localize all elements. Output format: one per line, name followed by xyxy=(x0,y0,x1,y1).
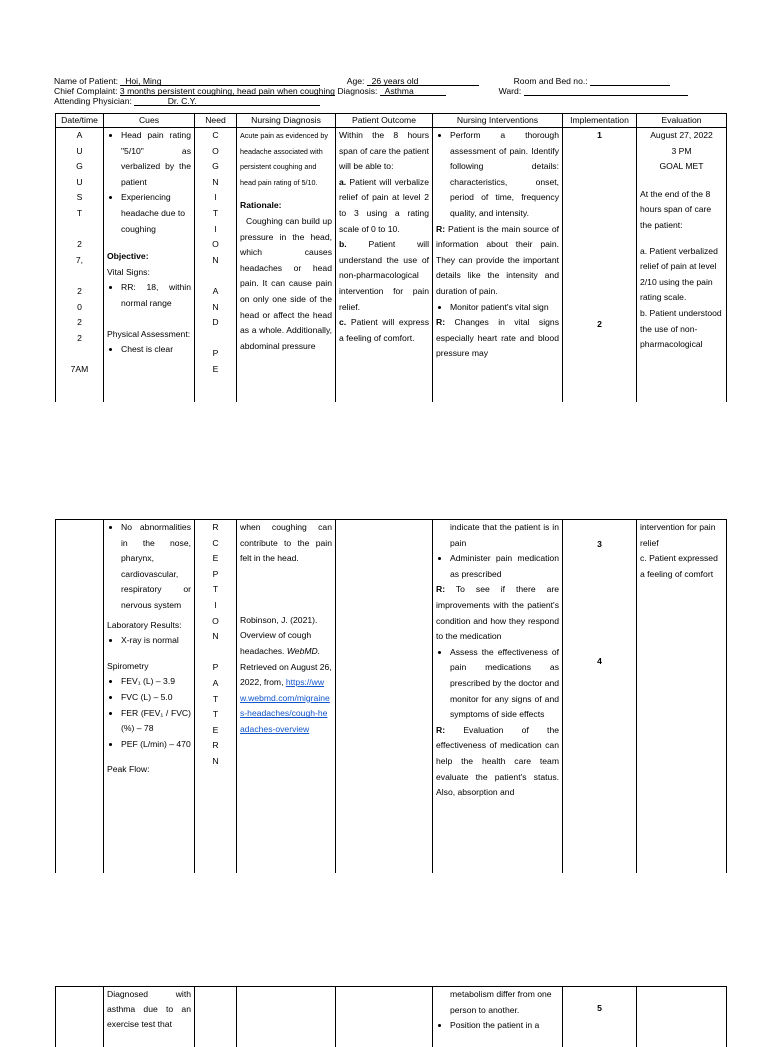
evaluation-cell xyxy=(637,520,727,873)
date-letter: 7AM xyxy=(70,363,89,374)
cue-item: • FVC (L) – 5.0 xyxy=(121,690,191,706)
need-letter: T xyxy=(212,207,219,218)
patient-outcome-cell xyxy=(336,128,433,402)
reference-retrieved: Retrieved on August 26, 2022, from, xyxy=(240,661,332,688)
physician-value: Dr. C.Y. xyxy=(167,96,197,106)
care-plan-table-page3 xyxy=(55,986,727,1047)
eval-continued: intervention for pain relief xyxy=(640,522,716,548)
room-label: Room and Bed no.: xyxy=(513,76,588,86)
physician-line xyxy=(54,96,320,106)
nursing-interventions-cell xyxy=(433,128,563,402)
cue-item: • RR: 18, within normal range xyxy=(121,280,191,311)
rationale-r-label: R: xyxy=(436,223,446,234)
nursing-diagnosis-cell xyxy=(237,987,336,1047)
implementation-cell xyxy=(563,520,637,873)
col-need: Need xyxy=(195,114,237,128)
date-letter: U xyxy=(76,145,83,156)
need-cell xyxy=(195,128,237,402)
cues-cell xyxy=(104,128,195,402)
need-letter: O xyxy=(212,239,219,250)
intervention-item: • Position the patient in a xyxy=(450,1018,559,1034)
date-letter xyxy=(56,268,103,284)
date-letter xyxy=(56,346,103,362)
patient-outcome-cell xyxy=(336,987,433,1047)
age-field xyxy=(367,76,479,86)
need-letter: A xyxy=(212,285,219,296)
nursing-interventions-cell xyxy=(433,987,563,1047)
intervention-item: • Administer pain medication as prescribed xyxy=(450,551,559,582)
outcome-b-label: b. xyxy=(339,239,347,250)
need-letter: N xyxy=(212,301,219,312)
spirometry-label: Spirometry xyxy=(107,660,149,671)
name-field xyxy=(120,76,320,86)
date-letter: 0 xyxy=(77,301,82,312)
date-letter: 7, xyxy=(75,254,84,265)
date-letter: 2 xyxy=(77,332,82,343)
rationale-r-label: R: xyxy=(436,584,446,595)
eval-date: August 27, 2022 xyxy=(650,130,713,140)
cue-item: • FER (FEV₁ / FVC) (%) – 78 xyxy=(121,706,191,737)
cue-item: • Head pain rating "5/10" as verbalized by the patient xyxy=(121,128,191,190)
name-value: Hoi, Ming xyxy=(125,76,162,86)
peak-flow-label: Peak Flow: xyxy=(107,764,150,775)
care-plan-table-page1 xyxy=(55,113,727,402)
physician-field xyxy=(134,96,320,106)
cue-item: • FEV₁ (L) – 3.9 xyxy=(121,674,191,690)
rationale-text: Patient is the main source of information about their pain. They can provide the important details like the intensity and duration of pain. xyxy=(436,223,559,296)
cue-item: • X-ray is normal xyxy=(121,633,191,649)
outcome-a: Patient will verbalize relief of pain at level 2 to 3 using a rating scale of 0 to 10. xyxy=(339,176,429,234)
need-letter: E xyxy=(212,553,219,564)
rationale-text: To see if there are improvements with the patient's condition and how they respond to the medication xyxy=(436,584,559,642)
reference-link[interactable]: https://www.webmd.com/migraines-headaches/cough-headaches-overview xyxy=(240,677,330,734)
cue-item: • Experiencing headache due to coughing xyxy=(121,190,191,237)
rationale-text: Coughing can build up pressure in the head, which causes headaches or head pain. It can cause pain on only one side of the head or affect the head as a whole. Additionally, abdominal pressure xyxy=(240,215,332,351)
need-letter: T xyxy=(212,584,219,595)
date-cell xyxy=(56,520,104,873)
date-cell xyxy=(56,987,104,1047)
need-letter: O xyxy=(212,145,219,156)
date-letter: 2 xyxy=(77,239,82,250)
need-letter: P xyxy=(212,348,219,359)
cues-cell xyxy=(104,520,195,873)
need-letter: C xyxy=(212,537,219,548)
intervention-item: • Perform a thorough assessment of pain. Identify following details: characteristics, onset, period of time, frequency quality, and intensity. xyxy=(450,128,559,222)
complaint-line xyxy=(54,86,688,96)
evaluation-cell xyxy=(637,987,727,1047)
date-letter: 2 xyxy=(77,317,82,328)
col-implementation: Implementation xyxy=(563,114,637,128)
col-evaluation: Evaluation xyxy=(637,114,727,128)
nursing-diagnosis-cell xyxy=(237,520,336,873)
date-letter: A xyxy=(76,130,83,140)
eval-time: 3 PM xyxy=(671,145,692,156)
care-plan-table-page2 xyxy=(55,519,727,873)
need-cell xyxy=(195,987,237,1047)
need-letter: I xyxy=(214,599,217,610)
need-letter: R xyxy=(212,740,219,751)
rationale-r-label: R: xyxy=(436,724,446,735)
lab-label: Laboratory Results: xyxy=(107,619,182,630)
col-nursing-interventions: Nursing Interventions xyxy=(433,114,563,128)
need-letter: T xyxy=(212,693,219,704)
eval-c: c. Patient expressed a feeling of comfort xyxy=(640,553,718,579)
implementation-number: 1 xyxy=(597,130,602,140)
need-letter: G xyxy=(212,161,219,172)
need-letter: O xyxy=(212,615,219,626)
rationale-text: Changes in vital signs especially heart rate and blood pressure may xyxy=(436,317,559,359)
need-letter: E xyxy=(212,363,219,374)
eval-b: b. Patient understood the use of non-pharmacological xyxy=(640,307,722,350)
patient-outcome-cell xyxy=(336,520,433,873)
rationale-label: Rationale: xyxy=(240,200,282,211)
cue-item: • Chest is clear xyxy=(121,342,191,358)
need-letter: D xyxy=(212,317,219,328)
outcome-a-label: a. xyxy=(339,176,347,187)
outcome-b: Patient will understand the use of non-pharmacological intervention for pain relief. xyxy=(339,239,430,312)
table-header-row xyxy=(56,114,727,128)
need-letter: E xyxy=(212,724,219,735)
col-cues: Cues xyxy=(104,114,195,128)
date-letter: S xyxy=(76,192,83,203)
vital-signs-label: Vital Signs: xyxy=(107,266,150,277)
need-letter: R xyxy=(212,522,219,532)
age-label: Age: xyxy=(346,76,365,86)
implementation-number: 2 xyxy=(597,318,602,329)
date-letters xyxy=(56,128,103,374)
need-letters xyxy=(195,520,236,766)
cue-item: • No abnormalities in the nose, pharynx, cardiovascular, respiratory or nervous system xyxy=(121,520,191,614)
implementation-cell xyxy=(563,128,637,402)
room-field xyxy=(590,76,670,86)
intervention-continued: indicate that the patient is in pain xyxy=(450,522,559,548)
table-row xyxy=(56,520,727,873)
intervention-item: • Monitor patient's vital sign xyxy=(450,300,559,316)
outcome-intro: Within the 8 hours span of care the patient will be able to: xyxy=(339,130,429,172)
need-cell xyxy=(195,520,237,873)
ward-field xyxy=(524,86,688,96)
need-letter: T xyxy=(212,709,219,720)
date-letter xyxy=(56,222,103,238)
objective-label: Objective: xyxy=(107,251,149,262)
diagnosis-field xyxy=(380,86,446,96)
table-row xyxy=(56,128,727,402)
implementation-cell xyxy=(563,987,637,1047)
date-letter: U xyxy=(76,176,83,187)
eval-goal: GOAL MET xyxy=(659,161,704,172)
diagnosis-text: Acute pain as evidenced by headache associated with persistent coughing and head pain rating of 5/10. xyxy=(240,131,328,187)
need-letter: N xyxy=(212,176,219,187)
physical-assessment-label: Physical Assessment: xyxy=(107,328,191,339)
intervention-continued: metabolism differ from one person to another. xyxy=(450,989,552,1015)
date-letter: T xyxy=(76,207,83,218)
ward-label: Ward: xyxy=(498,86,522,96)
cue-item: • PEF (L/min) – 470 xyxy=(121,737,191,753)
need-letter: N xyxy=(212,254,219,265)
need-letters xyxy=(195,128,236,374)
diagnosis-text: when coughing can contribute to the pain felt in the head. xyxy=(240,522,332,564)
eval-intro: At the end of the 8 hours span of care the patient: xyxy=(640,188,712,230)
table-row xyxy=(56,987,727,1047)
diagnosis-label: Diagnosis: xyxy=(337,86,378,96)
nursing-diagnosis-cell xyxy=(237,128,336,402)
nursing-interventions-cell xyxy=(433,520,563,873)
implementation-number: 4 xyxy=(597,655,602,666)
need-letter: C xyxy=(212,130,219,140)
outcome-c-label: c. xyxy=(339,317,347,328)
intervention-item: • Assess the effectiveness of pain medications as prescribed by the doctor and monitor for any signs of and symptoms of side effects xyxy=(450,645,559,723)
physician-label: Attending Physician: xyxy=(54,96,132,106)
cue-text: Diagnosed with asthma due to an exercise test that xyxy=(107,989,191,1029)
col-date: Date/time xyxy=(56,114,104,128)
need-letter xyxy=(195,331,236,347)
age-value: 26 years old xyxy=(371,76,419,86)
need-letter: P xyxy=(212,568,219,579)
rationale-r-label: R: xyxy=(436,317,446,328)
cues-cell xyxy=(104,987,195,1047)
need-letter: P xyxy=(212,662,219,673)
patient-header xyxy=(54,76,670,86)
name-label: Name of Patient: xyxy=(54,76,119,86)
evaluation-cell xyxy=(637,128,727,402)
need-letter: N xyxy=(212,631,219,642)
need-letter xyxy=(195,268,236,284)
reference xyxy=(240,613,332,738)
col-nursing-diagnosis: Nursing Diagnosis xyxy=(237,114,336,128)
date-cell xyxy=(56,128,104,402)
date-letter: G xyxy=(76,161,83,172)
implementation-number: 3 xyxy=(597,539,602,549)
need-letter: I xyxy=(214,223,217,234)
col-patient-outcome: Patient Outcome xyxy=(336,114,433,128)
outcome-c: Patient will express a feeling of comfort. xyxy=(339,317,429,343)
reference-text: Robinson, J. (2021). Overview of cough headaches. xyxy=(240,614,318,656)
need-letter: I xyxy=(214,192,217,203)
eval-a: a. Patient verbalized relief of pain at level 2/10 using the pain rating scale. xyxy=(640,245,718,303)
complaint-value: 3 months persistent coughing, head pain when coughing xyxy=(119,86,335,96)
date-letter: 2 xyxy=(77,285,82,296)
diagnosis-value: Asthma xyxy=(384,86,414,96)
need-letter: A xyxy=(212,677,219,688)
rationale-text: Evaluation of the effectiveness of medication can help the health care team evaluate the patient's status. Also, absorption and xyxy=(436,724,560,798)
reference-source: WebMD. xyxy=(286,645,321,656)
need-letter xyxy=(195,645,236,661)
implementation-number: 5 xyxy=(597,1003,602,1013)
need-letter: N xyxy=(212,755,219,766)
complaint-label: Chief Complaint: xyxy=(54,86,118,96)
